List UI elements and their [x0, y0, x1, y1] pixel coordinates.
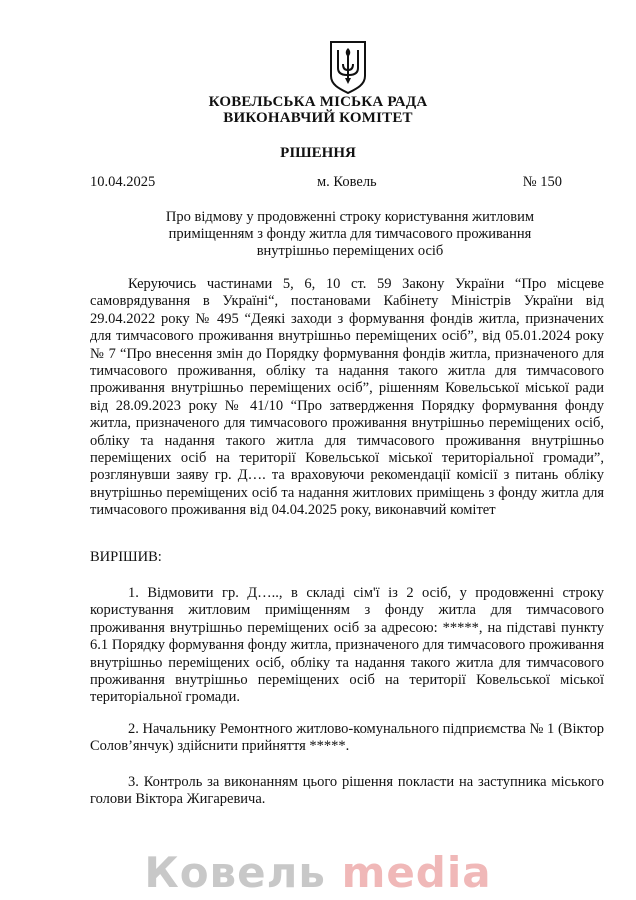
preamble-paragraph: Керуючись частинами 5, 6, 10 ст. 59 Закону України “Про місцеве самоврядування в Україні“, постановами Кабінету Міністрів України від 29.04.2022 року № 495 “Деякі заходи з формування фондів житла, призначених для тимчасового проживання внутрішньо переміщених осіб”, від 05.01.2024 року № 7 “Про внесення змін до Порядку формування фондів житла, призначеного для тимчасового проживання, обліку та надання такого житла для тимчасового проживання внутрішньо переміщених осіб”, рішенням Ковельської міської ради від 28.09.2023 року № 41/10 “Про затвердження Порядку формування фонду житла, призначеного для тимчасового проживання внутрішньо переміщених осіб, обліку та надання такого житла для тимчасового проживання внутрішньо переміщених осіб на території Ковельської міської територіальної громади”, розглянувши заяву гр. Д…. та враховуючи рекомендації комісії з питань обліку внутрішньо переміщених осіб та надання житлових приміщень з фонду житла для тимчасового проживання від 04.04.2025 року, виконавчий комітет — [90, 276, 604, 519]
decision-item-1: 1. Відмовити гр. Д….., в складі сім'ї із 2 осіб, у продовженні строку користування житловим приміщенням з фонду житла для тимчасового проживання внутрішньо переміщених осіб за адресою: *****, на підставі пункту 6.1 Порядку формування фонду житла, призначеного для тимчасового проживання внутрішньо переміщених осіб, обліку та надання такого житла для тимчасового проживання внутрішньо переміщених осіб на території Ковельської міської територіальної громади. — [90, 585, 604, 706]
coat-of-arms-trident-icon — [328, 40, 368, 94]
watermark-part-2: media — [341, 848, 492, 897]
document-subject: Про відмову у продовженні строку користування житловим приміщенням з фонду житла для тимчасового проживання внутрішньо переміщених осіб — [165, 209, 535, 259]
document-type-title: РІШЕННЯ — [280, 145, 356, 161]
executive-committee-name: ВИКОНАВЧИЙ КОМІТЕТ — [223, 110, 413, 126]
document-number: № 150 — [522, 174, 562, 190]
council-name: КОВЕЛЬСЬКА МІСЬКА РАДА — [208, 94, 428, 110]
document-meta-row — [90, 174, 562, 192]
decision-item-2: 2. Начальнику Ремонтного житлово-комунального підприємства № 1 (Віктор Солов’янчук) здійснити прийняття *****. — [90, 721, 604, 755]
watermark-part-1: Ковель — [144, 848, 326, 897]
document-date: 10.04.2025 — [90, 174, 156, 190]
watermark-logo — [0, 848, 636, 897]
document-place: м. Ковель — [317, 174, 377, 190]
resolved-label: ВИРІШИВ: — [90, 549, 162, 565]
decision-item-3: 3. Контроль за виконанням цього рішення покласти на заступника міського голови Віктора Жигаревича. — [90, 774, 604, 808]
